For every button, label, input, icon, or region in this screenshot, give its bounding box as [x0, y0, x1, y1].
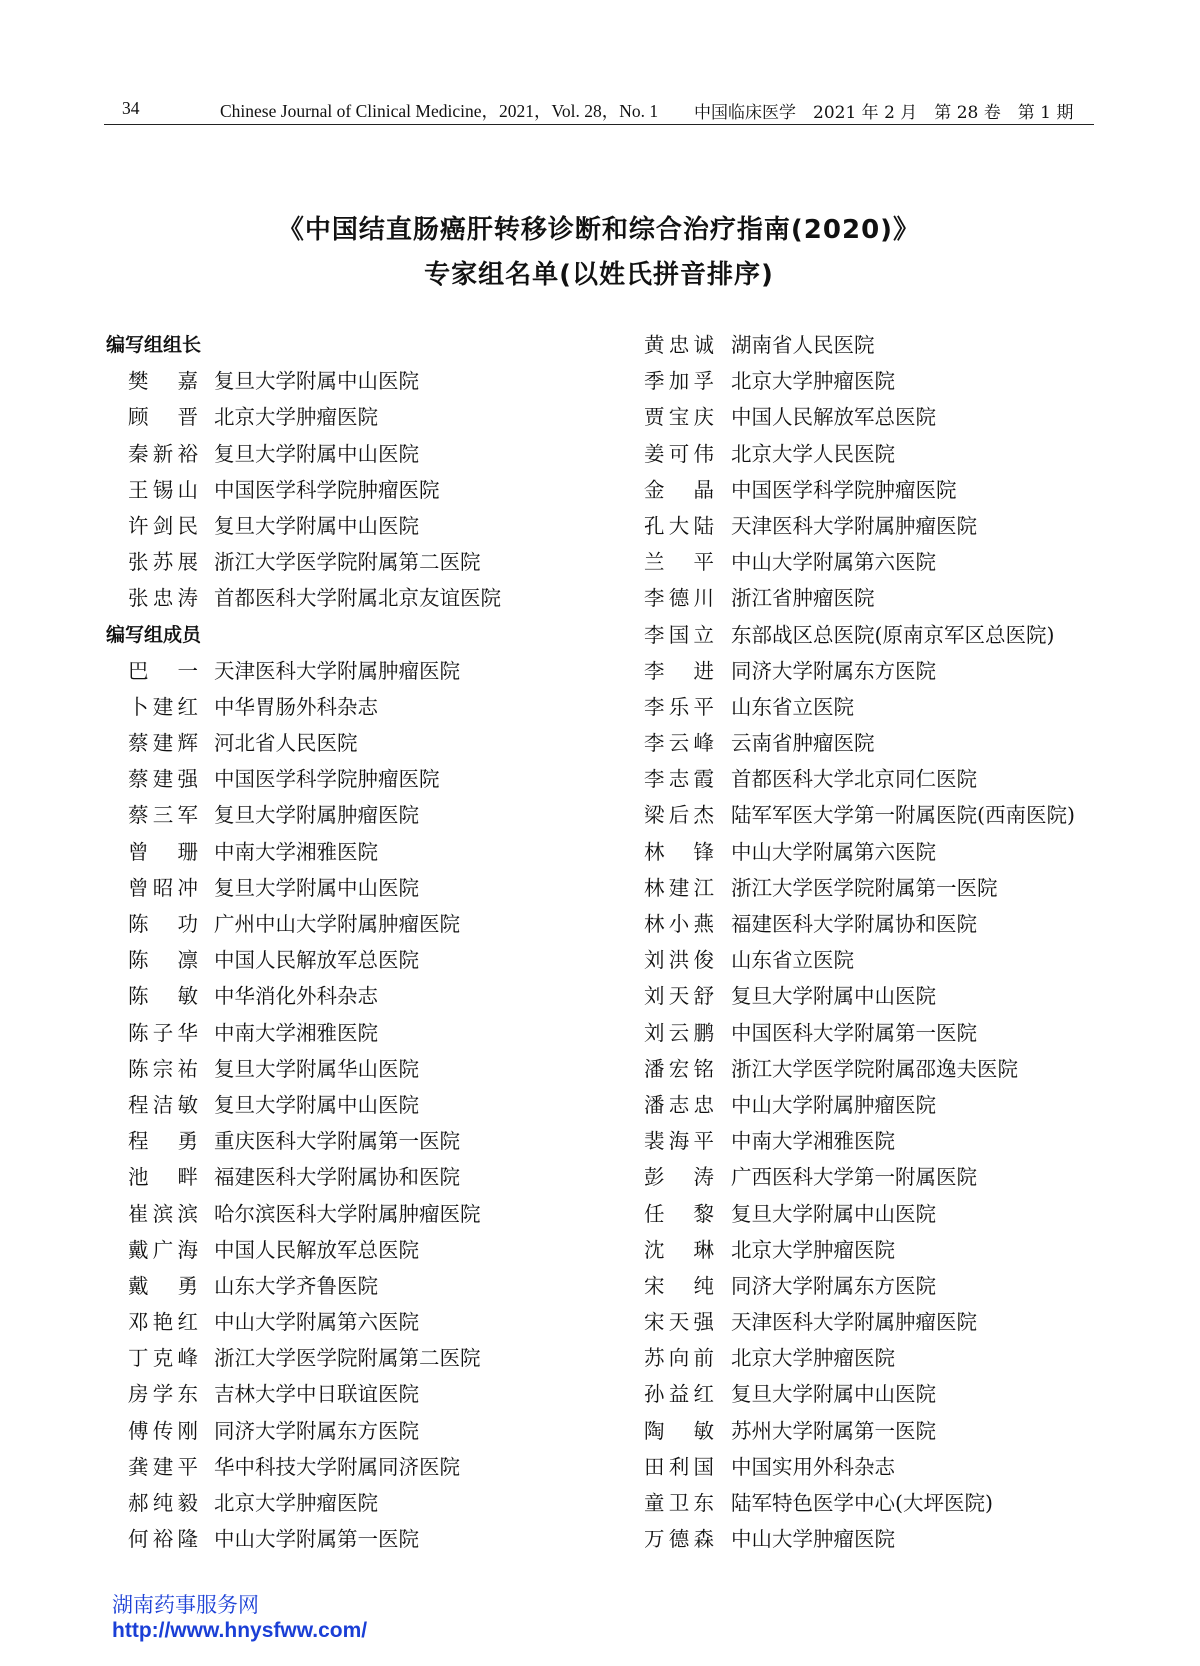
institution: 北京大学人民医院: [731, 441, 895, 466]
list-item: [644, 834, 1164, 870]
institution: 同济大学附属东方医院: [731, 658, 936, 683]
person-name: 宋天强: [644, 1310, 714, 1335]
person-name: 戴广海: [128, 1237, 198, 1262]
list-item: [106, 1521, 626, 1557]
list-item: [644, 508, 1164, 544]
person-name: 许剑民: [128, 513, 198, 538]
list-item: [106, 978, 626, 1014]
list-item: [106, 942, 626, 978]
list-item: [106, 906, 626, 942]
list-item: [106, 363, 626, 399]
person-name: 李云峰: [644, 731, 714, 756]
person-name: 田利国: [644, 1454, 714, 1479]
institution: 浙江省肿瘤医院: [731, 586, 875, 611]
list-item: [644, 1232, 1164, 1268]
list-item: [644, 942, 1164, 978]
person-name: 季加孚: [644, 369, 714, 394]
person-name: 童卫东: [644, 1491, 714, 1515]
list-item: [106, 544, 626, 580]
person-name: 张忠涛: [128, 586, 198, 611]
institution: 中山大学附属第六医院: [214, 1310, 419, 1335]
person-name: 曾昭冲: [128, 875, 198, 900]
institution: 中南大学湘雅医院: [214, 839, 378, 864]
institution: 广州中山大学附属肿瘤医院: [214, 912, 460, 936]
person-name: 张苏展: [128, 550, 198, 575]
institution: 山东省立医院: [731, 694, 854, 719]
person-name: 金晶: [644, 477, 714, 502]
person-name: 程勇: [128, 1129, 198, 1154]
list-item: [644, 1051, 1164, 1087]
list-item: [106, 1268, 626, 1304]
person-name: 房学东: [128, 1382, 198, 1407]
institution: 北京大学肿瘤医院: [214, 1491, 378, 1515]
person-name: 巴一: [128, 658, 198, 683]
list-item: [106, 1051, 626, 1087]
list-item: [106, 472, 626, 508]
institution: 同济大学附属东方医院: [731, 1273, 936, 1298]
institution: 浙江大学医学院附属第一医院: [731, 875, 998, 900]
person-name: 卜建红: [128, 694, 198, 719]
list-item: [106, 797, 626, 833]
person-name: 丁克峰: [128, 1346, 198, 1371]
institution: 中国实用外科杂志: [731, 1454, 895, 1479]
institution: 复旦大学附属华山医院: [214, 1056, 419, 1081]
person-name: 宋纯: [644, 1273, 714, 1298]
institution: 中国人民解放军总医院: [214, 948, 419, 973]
list-item: [644, 797, 1164, 833]
person-name: 王锡山: [128, 477, 198, 502]
list-item: [644, 580, 1164, 616]
institution: 中国人民解放军总医院: [731, 405, 936, 430]
person-name: 姜可伟: [644, 441, 714, 466]
running-header: [104, 98, 1094, 125]
institution: 复旦大学附属中山医院: [731, 984, 936, 1009]
list-item: [106, 580, 626, 616]
institution: 中南大学湘雅医院: [214, 1020, 378, 1045]
person-name: 邓艳红: [128, 1310, 198, 1335]
list-item: [644, 978, 1164, 1014]
person-name: 林小燕: [644, 912, 714, 936]
list-item: [106, 1449, 626, 1485]
institution: 吉林大学中日联谊医院: [214, 1382, 419, 1407]
list-item: [106, 689, 626, 725]
person-name: 彭涛: [644, 1165, 714, 1190]
list-item: [106, 1159, 626, 1195]
list-item: [644, 1485, 1164, 1521]
institution: 复旦大学附属中山医院: [214, 875, 419, 900]
person-name: 李志霞: [644, 767, 714, 792]
list-item: [106, 653, 626, 689]
institution: 复旦大学附属中山医院: [731, 1382, 936, 1407]
person-name: 苏向前: [644, 1346, 714, 1371]
institution: 中华消化外科杂志: [214, 984, 378, 1009]
list-item: [644, 363, 1164, 399]
institution: 福建医科大学附属协和医院: [214, 1165, 460, 1190]
institution: 同济大学附属东方医院: [214, 1418, 419, 1443]
person-name: 林建江: [644, 875, 714, 900]
person-name: 蔡三军: [128, 803, 198, 828]
journal-title-en: Chinese Journal of Clinical Medicine，2021，Vol. 28，No. 1: [220, 101, 659, 121]
person-name: 孔大陆: [644, 513, 714, 538]
person-name: 曾珊: [128, 839, 198, 864]
institution: 天津医科大学附属肿瘤医院: [731, 1310, 977, 1335]
list-item: [644, 870, 1164, 906]
watermark-url: http://www.hnysfww.com/: [112, 1619, 368, 1642]
list-item: [644, 689, 1164, 725]
institution: 福建医科大学附属协和医院: [731, 912, 977, 936]
list-item: [106, 1196, 626, 1232]
list-item: [106, 725, 626, 761]
institution: 重庆医科大学附属第一医院: [214, 1129, 460, 1154]
person-name: 贾宝庆: [644, 405, 714, 430]
institution: 首都医科大学北京同仁医院: [731, 767, 977, 792]
list-item: [644, 1268, 1164, 1304]
document-title: [104, 208, 1094, 298]
list-item: [644, 725, 1164, 761]
institution: 中山大学附属第六医院: [731, 550, 936, 575]
institution: 中国医学科学院肿瘤医院: [214, 477, 440, 502]
institution: 复旦大学附属肿瘤医院: [214, 803, 419, 828]
institution: 中山大学附属第六医院: [731, 839, 936, 864]
person-name: 崔滨滨: [128, 1201, 198, 1226]
list-item: [644, 1340, 1164, 1376]
list-item: [644, 1376, 1164, 1412]
list-item: [644, 761, 1164, 797]
person-name: 黄忠诚: [644, 333, 714, 357]
watermark: [112, 1592, 367, 1644]
list-item: [106, 1485, 626, 1521]
institution: 河北省人民医院: [214, 731, 358, 756]
institution: 复旦大学附属中山医院: [214, 369, 419, 394]
list-item: [644, 1413, 1164, 1449]
list-item: [106, 399, 626, 435]
institution: 北京大学肿瘤医院: [214, 405, 378, 430]
institution: 苏州大学附属第一医院: [731, 1418, 936, 1443]
person-name: 潘志忠: [644, 1092, 714, 1117]
page-number: 34: [122, 98, 140, 118]
person-name: 孙益红: [644, 1382, 714, 1407]
list-item: [106, 1413, 626, 1449]
institution: 复旦大学附属中山医院: [214, 1092, 419, 1117]
person-name: 梁后杰: [644, 803, 714, 828]
title-line-2: 专家组名单(以姓氏拼音排序): [424, 260, 774, 290]
institution: 复旦大学附属中山医院: [214, 441, 419, 466]
institution: 中山大学肿瘤医院: [731, 1527, 895, 1552]
institution: 华中科技大学附属同济医院: [214, 1454, 460, 1479]
person-name: 李德川: [644, 586, 714, 611]
list-item: [106, 1376, 626, 1412]
institution: 东部战区总医院(原南京军区总医院): [731, 622, 1055, 647]
person-name: 顾晋: [128, 405, 198, 430]
list-item: [106, 870, 626, 906]
list-item: [644, 1159, 1164, 1195]
institution: 浙江大学医学院附属第二医院: [214, 1346, 481, 1371]
list-item: [644, 399, 1164, 435]
list-item: [106, 436, 626, 472]
person-name: 兰平: [644, 550, 714, 575]
list-item: [644, 1196, 1164, 1232]
person-name: 任黎: [644, 1201, 714, 1226]
person-name: 陈宗祐: [128, 1056, 198, 1081]
institution: 陆军特色医学中心(大坪医院): [731, 1491, 993, 1515]
list-item: [644, 1304, 1164, 1340]
list-item: [106, 1015, 626, 1051]
person-name: 刘天舒: [644, 984, 714, 1009]
institution: 中国人民解放军总医院: [214, 1237, 419, 1262]
list-item: [106, 1123, 626, 1159]
list-item: [106, 834, 626, 870]
list-item: [644, 1521, 1164, 1557]
institution: 北京大学肿瘤医院: [731, 1346, 895, 1371]
institution: 天津医科大学附属肿瘤医院: [731, 513, 977, 538]
institution: 山东大学齐鲁医院: [214, 1273, 378, 1298]
institution: 中南大学湘雅医院: [731, 1129, 895, 1154]
person-name: 陈凛: [128, 948, 198, 973]
person-name: 何裕隆: [128, 1527, 198, 1552]
section-heading-leaders: 编写组组长: [106, 334, 202, 356]
person-name: 陈子华: [128, 1020, 198, 1045]
section-heading-members: 编写组成员: [106, 623, 202, 646]
person-name: 林锋: [644, 839, 714, 864]
person-name: 陈功: [128, 912, 198, 936]
left-column: [106, 327, 626, 1557]
person-name: 沈琳: [644, 1237, 714, 1262]
person-name: 郝纯毅: [128, 1491, 198, 1515]
watermark-site-name: 湖南药事服务网: [112, 1593, 259, 1617]
list-item: [106, 761, 626, 797]
institution: 山东省立医院: [731, 948, 854, 973]
person-name: 刘洪俊: [644, 948, 714, 973]
person-name: 潘宏铭: [644, 1056, 714, 1081]
institution: 广西医科大学第一附属医院: [731, 1165, 977, 1190]
list-item: [644, 617, 1164, 653]
list-item: [644, 653, 1164, 689]
person-name: 程洁敏: [128, 1092, 198, 1117]
person-name: 李乐平: [644, 694, 714, 719]
person-name: 李国立: [644, 622, 714, 647]
institution: 云南省肿瘤医院: [731, 731, 875, 756]
title-line-1: 《中国结直肠癌肝转移诊断和综合治疗指南(2020)》: [277, 215, 921, 245]
list-item: [644, 544, 1164, 580]
institution: 北京大学肿瘤医院: [731, 1237, 895, 1262]
person-name: 蔡建辉: [128, 731, 198, 756]
list-item: [644, 906, 1164, 942]
institution: 中国医学科学院肿瘤医院: [731, 477, 957, 502]
institution: 中山大学附属肿瘤医院: [731, 1092, 936, 1117]
institution: 浙江大学医学院附属邵逸夫医院: [731, 1056, 1018, 1081]
person-name: 龚建平: [128, 1454, 198, 1479]
list-item: [106, 1087, 626, 1123]
person-name: 樊嘉: [128, 369, 198, 394]
institution: 复旦大学附属中山医院: [214, 513, 419, 538]
institution: 中国医科大学附属第一医院: [731, 1020, 977, 1045]
list-item: [106, 1232, 626, 1268]
list-item: [106, 508, 626, 544]
institution: 湖南省人民医院: [731, 333, 875, 357]
institution: 浙江大学医学院附属第二医院: [214, 550, 481, 575]
person-name: 刘云鹏: [644, 1020, 714, 1045]
list-item: [644, 1087, 1164, 1123]
person-name: 陶敏: [644, 1418, 714, 1443]
person-name: 池畔: [128, 1165, 198, 1190]
right-column: [644, 327, 1164, 1557]
list-item: [644, 1449, 1164, 1485]
list-item: [644, 1015, 1164, 1051]
person-name: 戴勇: [128, 1273, 198, 1298]
list-item: [644, 327, 1164, 363]
institution: 北京大学肿瘤医院: [731, 369, 895, 394]
list-item: [644, 472, 1164, 508]
list-item: [644, 1123, 1164, 1159]
journal-title-cn: 中国临床医学 2021 年 2 月 第 28 卷 第 1 期: [694, 103, 1074, 123]
person-name: 傅传刚: [128, 1418, 198, 1443]
institution: 哈尔滨医科大学附属肿瘤医院: [214, 1201, 481, 1226]
institution: 陆军军医大学第一附属医院(西南医院): [731, 803, 1075, 828]
person-name: 陈敏: [128, 984, 198, 1009]
person-name: 李进: [644, 658, 714, 683]
institution: 中华胃肠外科杂志: [214, 694, 378, 719]
person-name: 秦新裕: [128, 441, 198, 466]
institution: 中国医学科学院肿瘤医院: [214, 767, 440, 792]
person-name: 蔡建强: [128, 767, 198, 792]
person-name: 万德森: [644, 1527, 714, 1552]
institution: 中山大学附属第一医院: [214, 1527, 419, 1552]
list-item: [106, 1304, 626, 1340]
institution: 天津医科大学附属肿瘤医院: [214, 658, 460, 683]
institution: 复旦大学附属中山医院: [731, 1201, 936, 1226]
person-name: 裴海平: [644, 1129, 714, 1154]
institution: 首都医科大学附属北京友谊医院: [214, 586, 501, 611]
list-item: [106, 1340, 626, 1376]
list-item: [644, 436, 1164, 472]
